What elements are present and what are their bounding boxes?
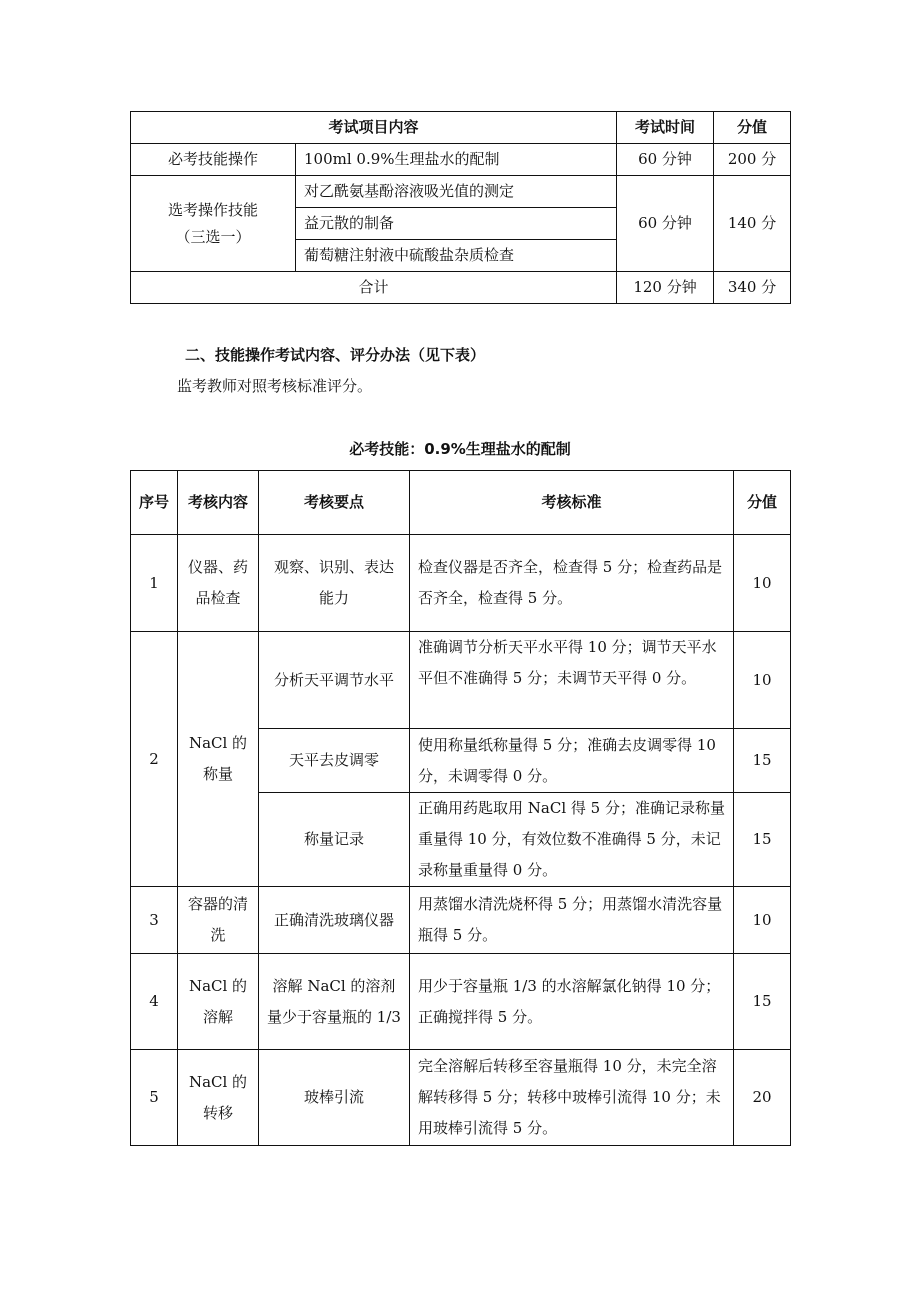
header-content: 考试项目内容 (131, 112, 617, 144)
row-no: 3 (131, 887, 178, 954)
elective-score: 140 分 (714, 176, 791, 272)
row-content: 仪器、药品检查 (178, 535, 259, 632)
elective-category: 选考操作技能 (167, 200, 258, 219)
table-row (131, 144, 791, 176)
row-criteria: 正确用药匙取用 NaCl 得 5 分；准确记录称量重量得 10 分，有效位数不准确得 5 分，未记录称量重量得 0 分。 (410, 793, 734, 887)
row-criteria: 使用称量纸称量得 5 分；准确去皮调零得 10 分，未调零得 0 分。 (410, 729, 734, 793)
elective-item: 益元散的制备 (296, 208, 617, 240)
row-points: 分析天平调节水平 (259, 632, 410, 729)
row-points: 天平去皮调零 (259, 729, 410, 793)
elective-item: 葡萄糖注射液中硫酸盐杂质检查 (296, 240, 617, 272)
row-points: 观察、识别、表达能力 (259, 535, 410, 632)
scoring-table-caption: 必考技能：0.9%生理盐水的配制 (349, 440, 571, 458)
row-points: 溶解 NaCl 的溶剂量少于容量瓶的 1/3 (259, 954, 410, 1050)
elective-category-cell (131, 176, 296, 272)
header-time: 考试时间 (617, 112, 714, 144)
header-content: 考核内容 (178, 471, 259, 535)
row-score: 10 (734, 535, 791, 632)
total-row (131, 272, 791, 304)
row-content: 容器的清洗 (178, 887, 259, 954)
row-points: 玻棒引流 (259, 1050, 410, 1146)
row-points: 正确清洗玻璃仪器 (259, 887, 410, 954)
row-score: 15 (734, 954, 791, 1050)
row-criteria: 完全溶解后转移至容量瓶得 10 分，未完全溶解转移得 5 分；转移中玻棒引流得 10 分；未用玻棒引流得 5 分。 (410, 1050, 734, 1146)
table-header-row (131, 112, 791, 144)
row-no: 5 (131, 1050, 178, 1146)
section-heading: 二、技能操作考试内容、评分办法（见下表） (185, 346, 486, 364)
row-content: NaCl 的称量 (178, 632, 259, 887)
table-row (131, 632, 791, 729)
row-no: 1 (131, 535, 178, 632)
table-row (131, 1050, 791, 1146)
total-score: 340 分 (714, 272, 791, 304)
row-no: 2 (131, 632, 178, 887)
row-score: 10 (734, 887, 791, 954)
scoring-table (130, 470, 791, 1146)
elective-category-note: （三选一） (175, 227, 251, 246)
table-row (131, 535, 791, 632)
row-score: 20 (734, 1050, 791, 1146)
total-time: 120 分钟 (617, 272, 714, 304)
total-label: 合计 (131, 272, 617, 304)
row-score: 15 (734, 729, 791, 793)
header-points: 考核要点 (259, 471, 410, 535)
table-row (131, 887, 791, 954)
header-criteria: 考核标准 (410, 471, 734, 535)
header-no: 序号 (131, 471, 178, 535)
header-score: 分值 (734, 471, 791, 535)
table-header-row (131, 471, 791, 535)
row-points: 称量记录 (259, 793, 410, 887)
row-content: NaCl 的转移 (178, 1050, 259, 1146)
table-row (131, 176, 791, 208)
required-item: 100ml 0.9%生理盐水的配制 (296, 144, 617, 176)
row-no: 4 (131, 954, 178, 1050)
row-content: NaCl 的溶解 (178, 954, 259, 1050)
required-category: 必考技能操作 (131, 144, 296, 176)
row-criteria: 用少于容量瓶 1/3 的水溶解氯化钠得 10 分；正确搅拌得 5 分。 (410, 954, 734, 1050)
row-criteria: 准确调节分析天平水平得 10 分；调节天平水平但不准确得 5 分；未调节天平得 0 分。 (410, 632, 734, 729)
exam-items-table (130, 111, 791, 304)
row-criteria: 用蒸馏水清洗烧杯得 5 分；用蒸馏水清洗容量瓶得 5 分。 (410, 887, 734, 954)
row-score: 15 (734, 793, 791, 887)
elective-time: 60 分钟 (617, 176, 714, 272)
section-note: 监考教师对照考核标准评分。 (177, 377, 373, 395)
required-time: 60 分钟 (617, 144, 714, 176)
header-score: 分值 (714, 112, 791, 144)
row-score: 10 (734, 632, 791, 729)
table-row (131, 954, 791, 1050)
row-criteria: 检查仪器是否齐全，检查得 5 分；检查药品是否齐全，检查得 5 分。 (410, 535, 734, 632)
required-score: 200 分 (714, 144, 791, 176)
elective-item: 对乙酰氨基酚溶液吸光值的测定 (296, 176, 617, 208)
